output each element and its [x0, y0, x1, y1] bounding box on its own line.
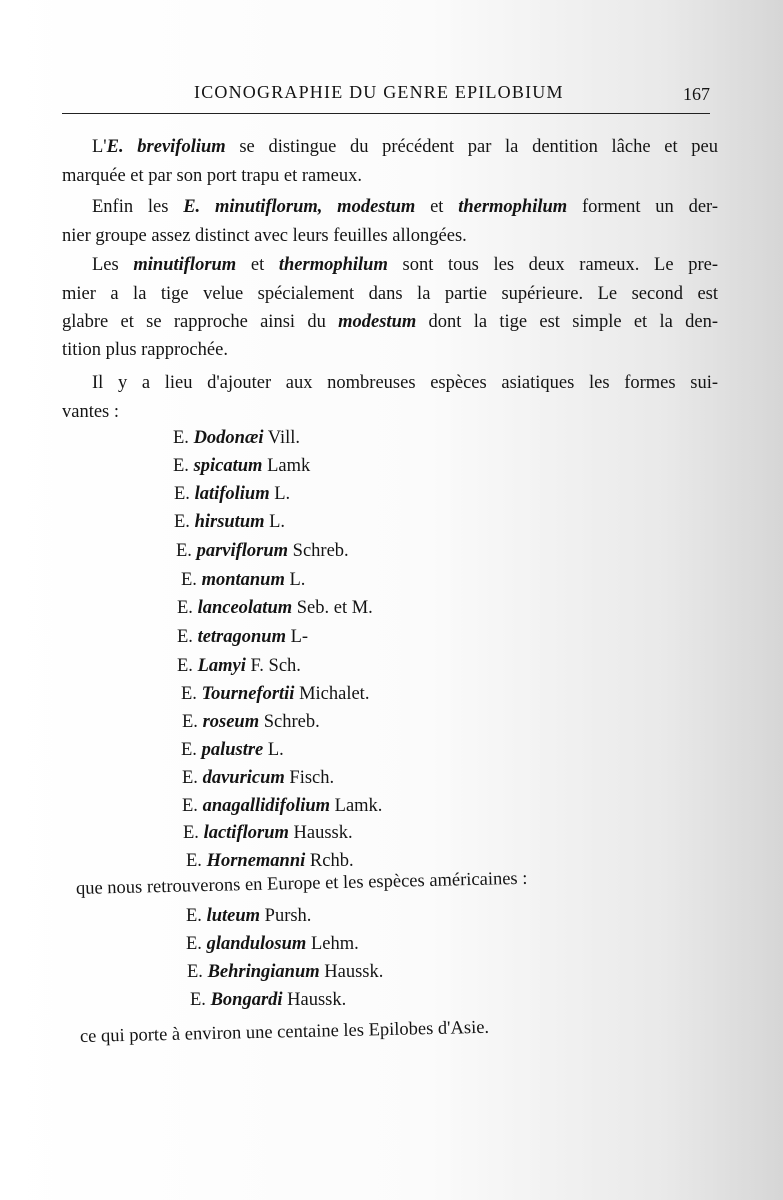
species-entry: E. luteum Pursh.: [186, 906, 312, 926]
running-title: ICONOGRAPHIE DU GENRE EPILOBIUM: [194, 82, 564, 102]
paragraph-2-line-1: Enfin les E. minutiflorum, modestum et thermophilum forment un der-: [92, 197, 718, 217]
paragraph-2-line-2: nier groupe assez distinct avec leurs feuilles allongées.: [62, 226, 467, 246]
species-entry: E. Tournefortii Michalet.: [181, 684, 370, 704]
page-number: 167: [683, 84, 710, 104]
header-rule: [62, 113, 710, 114]
paragraph-3-line-3: glabre et se rapproche ainsi du modestum dont la tige est simple et la den-: [62, 312, 718, 332]
paragraph-1-line-1: L'E. brevifolium se distingue du précédent par la dentition lâche et peu: [92, 137, 718, 157]
species-entry: E. hirsutum L.: [174, 512, 286, 532]
species-entry: E. latifolium L.: [174, 484, 291, 504]
species-entry: E. davuricum Fisch.: [182, 768, 335, 788]
species-entry: E. montanum L.: [181, 570, 306, 590]
species-entry: E. parviflorum Schreb.: [176, 541, 349, 561]
paragraph-4-line-2: vantes :: [62, 402, 120, 422]
species-entry: E. roseum Schreb.: [182, 712, 320, 732]
paragraph-3-line-1: Les minutiflorum et thermophilum sont tous les deux rameux. Le pre-: [92, 255, 718, 275]
species-entry: E. Hornemanni Rchb.: [186, 851, 354, 871]
species-entry: E. Dodonæi Vill.: [173, 428, 301, 448]
paragraph-3-line-4: tition plus rapprochée.: [62, 340, 228, 360]
species-entry: E. Bongardi Haussk.: [190, 990, 347, 1010]
page-header: [62, 78, 710, 112]
species-entry: E. Lamyi F. Sch.: [177, 656, 301, 676]
species-entry: E. tetragonum L-: [177, 627, 309, 647]
conclusion-line: ce qui porte à environ une centaine les Epilobes d'Asie.: [79, 1017, 490, 1047]
species-entry: E. glandulosum Lehm.: [186, 934, 359, 954]
species-entry: E. palustre L.: [181, 740, 284, 760]
transition-line: que nous retrouverons en Europe et les espèces américaines :: [75, 868, 528, 899]
species-entry: E. spicatum Lamk: [173, 456, 311, 476]
species-entry: E. lactiflorum Haussk.: [183, 823, 353, 843]
species-entry: E. anagallidifolium Lamk.: [182, 796, 383, 816]
paragraph-3-line-2: mier a la tige velue spécialement dans la partie supérieure. Le second est: [62, 284, 718, 304]
paragraph-1-line-2: marquée et par son port trapu et rameux.: [62, 166, 362, 186]
paragraph-4-line-1: Il y a lieu d'ajouter aux nombreuses espèces asiatiques les formes sui-: [92, 373, 718, 393]
species-entry: E. Behringianum Haussk.: [187, 962, 384, 982]
species-entry: E. lanceolatum Seb. et M.: [177, 598, 373, 618]
